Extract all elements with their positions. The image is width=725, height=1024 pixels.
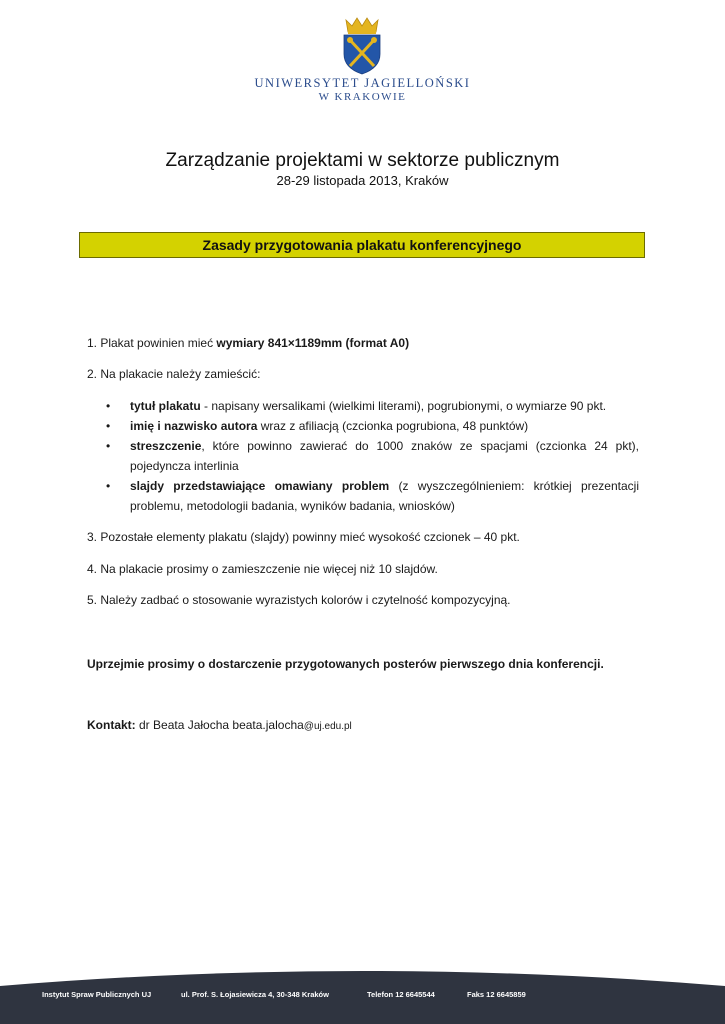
- list-item-bold: slajdy przedstawiające omawiany problem: [130, 479, 390, 493]
- list-item-bold: tytuł plakatu: [130, 399, 201, 413]
- contact-line: [87, 715, 352, 737]
- list-item-bold: streszczenie: [130, 439, 202, 453]
- closing-note: Uprzejmie prosimy o dostarczenie przygotowanych posterów pierwszego dnia konferencji.: [87, 657, 604, 671]
- bullet-icon: •: [106, 399, 111, 413]
- footer-phone: Telefon 12 6645544: [367, 990, 435, 999]
- rule-item-1-text: 1. Plakat powinien mieć: [87, 336, 217, 350]
- list-item: [87, 476, 639, 516]
- footer-institute: Instytut Spraw Publicznych UJ: [42, 990, 152, 999]
- rule-item-3: 3. Pozostałe elementy plakatu (slajdy) powinny mieć wysokość czcionek – 40 pkt.: [87, 530, 520, 544]
- footer-address: ul. Prof. S. Łojasiewicza 4, 30-348 Kraków: [181, 990, 329, 999]
- university-name-line1: UNIWERSYTET JAGIELLOŃSKI: [254, 76, 471, 90]
- list-item: [87, 396, 639, 416]
- rule-item-5: 5. Należy zadbać o stosowanie wyrazistych kolorów i czytelność kompozycyjną.: [87, 593, 511, 607]
- contact-label: Kontakt:: [87, 718, 136, 732]
- document-subtitle: 28-29 listopada 2013, Kraków: [276, 173, 449, 188]
- footer-fax: Faks 12 6645859: [467, 990, 526, 999]
- list-item-text: (z wyszczególnieniem: krótkiej prezentacji problemu, metodologii badania, wyników badania, wniosków): [130, 479, 639, 513]
- rule-item-1-bold: wymiary 841×1189mm (format A0): [216, 336, 410, 350]
- rule-item-2: 2. Na plakacie należy zamieścić:: [87, 367, 261, 381]
- bullet-list: [87, 396, 639, 516]
- list-item-text: , które powinno zawierać do 1000 znaków ze spacjami (czcionka 24 pkt), pojedyncza interlinia: [130, 439, 639, 473]
- list-item-bold: imię i nazwisko autora: [130, 419, 258, 433]
- contact-name: dr Beata Jałocha beata.jalocha: [135, 718, 304, 732]
- university-name-line2: W KRAKOWIE: [318, 91, 407, 103]
- bullet-icon: •: [106, 479, 111, 493]
- list-item-text: wraz z afiliacją (czcionka pogrubiona, 48 punktów): [257, 419, 529, 433]
- university-crest-icon: [340, 16, 384, 76]
- rule-item-1: [87, 333, 639, 353]
- bullet-icon: •: [106, 439, 111, 453]
- rule-item-4: 4. Na plakacie prosimy o zamieszczenie nie więcej niż 10 slajdów.: [87, 562, 438, 576]
- list-item: [87, 416, 639, 436]
- bullet-icon: •: [106, 419, 111, 433]
- document-title: Zarządzanie projektami w sektorze publicznym: [165, 150, 560, 171]
- contact-email-domain[interactable]: @uj.edu.pl: [303, 721, 352, 732]
- list-item: [87, 436, 639, 476]
- section-banner: Zasady przygotowania plakatu konferencyjnego: [79, 232, 645, 258]
- list-item-text: - napisany wersalikami (wielkimi literami), pogrubionymi, o wymiarze 90 pkt.: [200, 399, 607, 413]
- footer-info: [0, 990, 725, 1004]
